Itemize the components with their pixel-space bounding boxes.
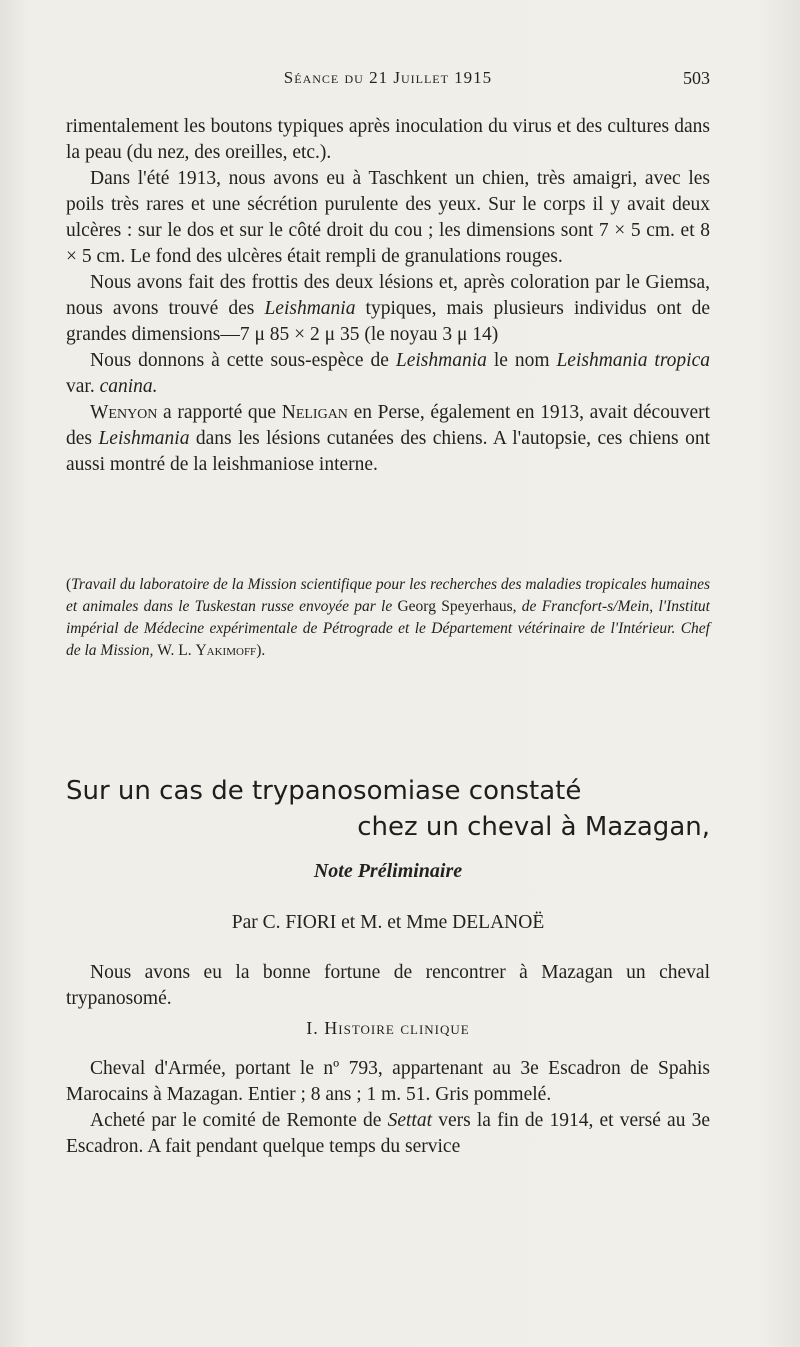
page-number: 503 xyxy=(683,68,710,88)
paragraph-chien-taschkent: Dans l'été 1913, nous avons eu à Taschkent un chien, très amaigri, avec les poils très rares et une sécrétion purulente des yeux. Sur le corps il y avait deux ulcères : sur le dos et sur le côté droit du cou ; les dimensions sont 7 × 5 cm. et 8 × 5 cm. Le fond des ulcères était rempli de granulations rouges. xyxy=(66,168,710,267)
paragraph-achete: Acheté par le comité de Remonte de Settat vers la fin de 1914, et versé au 3e Escadron. A fait pendant quelque temps du service xyxy=(66,1110,711,1157)
clinical-text-block xyxy=(66,1056,710,1160)
paragraph-intro: Nous avons eu la bonne fortune de rencontrer à Mazagan un cheval trypanosomé. xyxy=(66,962,710,1009)
article-title-line1: Sur un cas de trypanosomiase constaté xyxy=(66,776,582,806)
paragraph-cheval: Cheval d'Armée, portant le nº 793, appartenant au 3e Escadron de Spahis Marocains à Mazagan. Entier ; 8 ans ; 1 m. 51. Gris pommelé. xyxy=(66,1058,710,1105)
page-header xyxy=(66,68,710,92)
top-text-block xyxy=(66,114,710,478)
author-neligan: Neligan xyxy=(281,402,348,423)
author-yakimoff: Yakimoff xyxy=(195,642,257,659)
affiliation-note: (Travail du laboratoire de la Mission scientifique pour les recherches des maladies tropicales humaines et animales dans le Tuskestan russe envoyée par le Georg Speyerhaus, de Francfort-s/Mein, l'Institut impérial de Médecine expérimentale de Pétrograde et le Département vétérinaire de l'Intérieur. Chef de la Mission, W. L. Yakimoff). xyxy=(66,576,710,659)
paragraph-sous-espece: Nous donnons à cette sous-espèce de Leishmania le nom Leishmania tropica var. canina. xyxy=(66,350,711,397)
article-title-line2: chez un cheval à Mazagan, xyxy=(357,812,710,842)
taxon-leishmania: Leishmania xyxy=(264,298,356,319)
paragraph-wenyon: Wenyon a rapporté que Neligan en Perse, également en 1913, avait découvert des Leishmania dans les lésions cutanées des chiens. A l'autopsie, ces chiens ont aussi montré de la leishmaniose interne. xyxy=(66,402,711,475)
article-subtitle: Note Préliminaire xyxy=(313,860,463,882)
author-wenyon: Wenyon xyxy=(90,402,158,423)
place-settat: Settat xyxy=(387,1110,433,1131)
section-heading: I. Histoire clinique xyxy=(306,1018,470,1038)
paragraph-continuation: rimentalement les boutons typiques après inoculation du virus et des cultures dans la peau (du nez, des oreilles, etc.). xyxy=(66,116,710,163)
article-authors: Par C. FIORI et M. et Mme DELANOË xyxy=(231,912,545,933)
running-title: Séance du 21 Juillet 1915 xyxy=(283,68,493,87)
intro-paragraph-block xyxy=(66,960,710,1012)
paragraph-frottis: Nous avons fait des frottis des deux lésions et, après coloration par le Giemsa, nous avons trouvé des Leishmania typiques, mais plusieurs individus ont de grandes dimensions—7 μ 85 × 2 μ 35 (le noyau 3 μ 14) xyxy=(66,272,710,345)
